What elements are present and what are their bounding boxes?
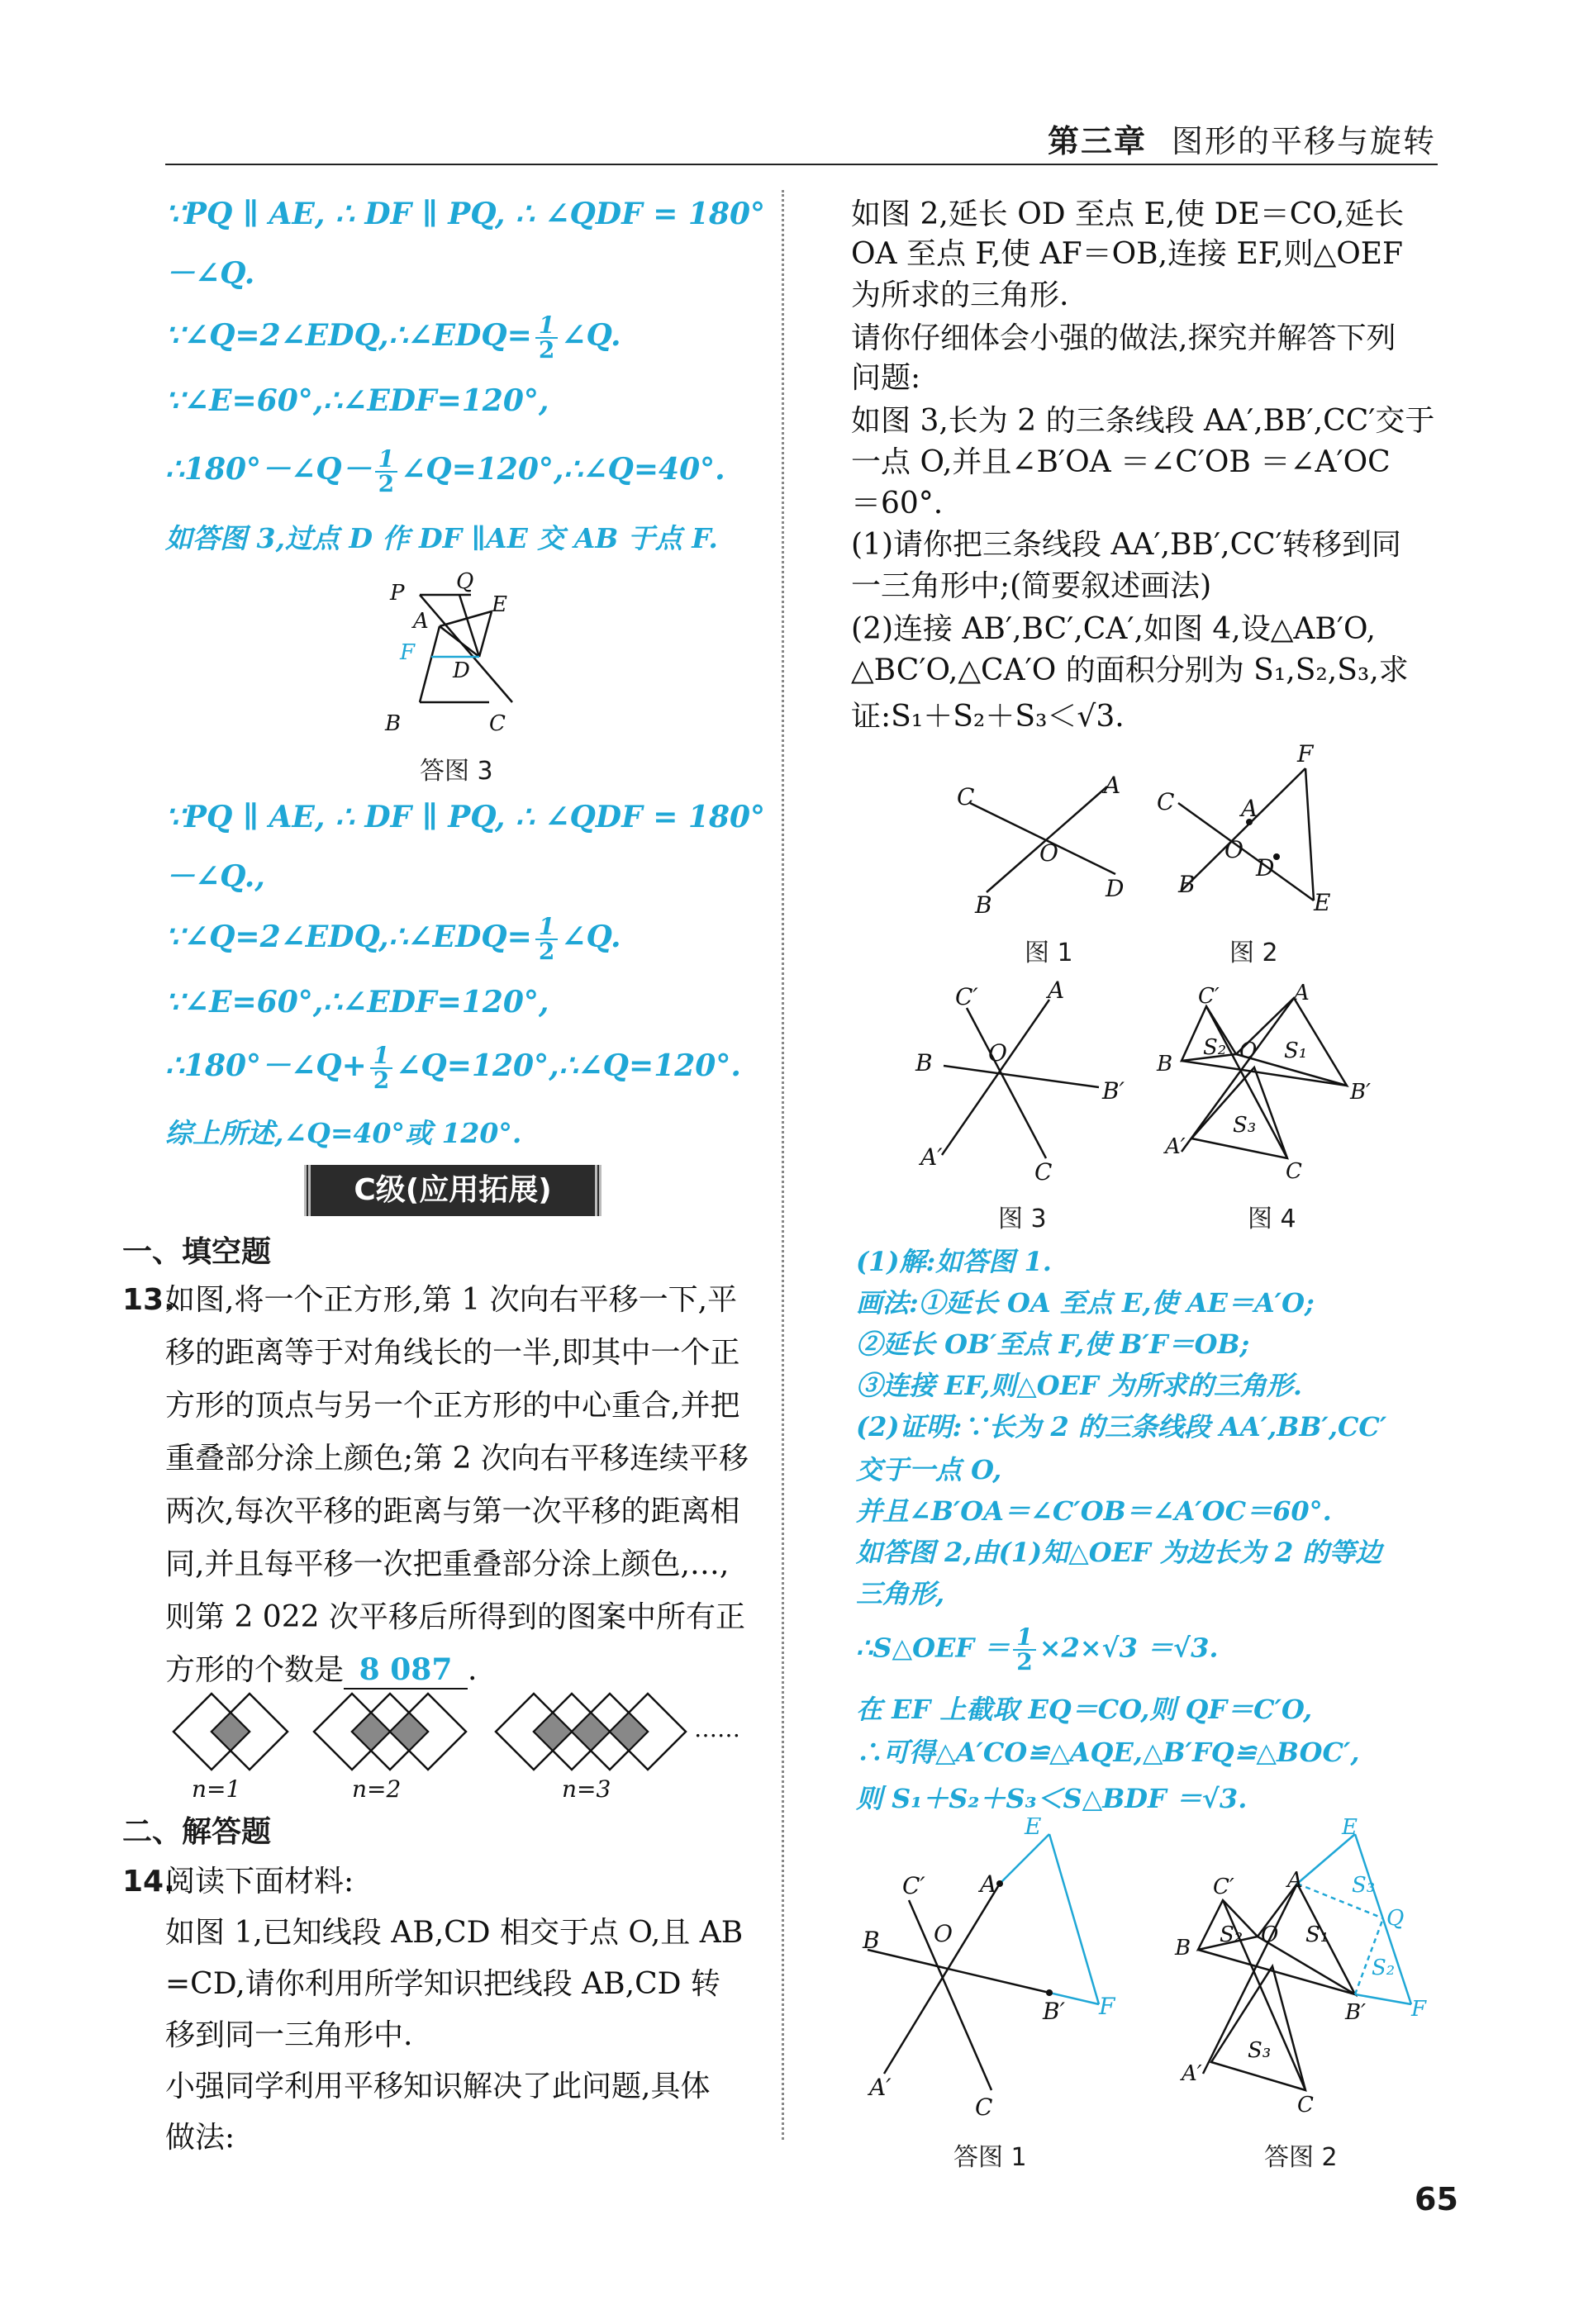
solution-line: 在 EF 上截取 EQ＝CO,则 QF＝C′O, bbox=[856, 1694, 1313, 1725]
label-B: B bbox=[1178, 871, 1196, 898]
question-line: 问题: bbox=[851, 361, 921, 395]
label-S1: S₁ bbox=[1284, 1038, 1308, 1063]
solution-text: ×2×√3 ＝√3. bbox=[1039, 1632, 1219, 1664]
question-line: 一三角形中;(简要叙述画法) bbox=[851, 569, 1212, 603]
question-line: (1)请你把三条线段 AA′,BB′,CC′转移到同 bbox=[851, 528, 1401, 562]
label-A-prime: A′ bbox=[869, 2074, 892, 2101]
solution-line bbox=[856, 1623, 1219, 1675]
label-E: E bbox=[492, 592, 507, 617]
ans-text: ∠Q. bbox=[561, 920, 621, 954]
solution-line: ∴可得△A′CO≌△AQE,△B′FQ≌△BOC′, bbox=[856, 1737, 1360, 1768]
label-C: C bbox=[1157, 788, 1175, 815]
ans-line: ∵∠E=60°,∴∠EDF=120°, bbox=[165, 383, 549, 418]
ans-line bbox=[165, 915, 621, 963]
answer-figure-1 bbox=[851, 1818, 1132, 2132]
ans-line: ∵∠E=60°,∴∠EDF=120°, bbox=[165, 985, 549, 1019]
label-A: A bbox=[980, 1870, 997, 1898]
label-B: B bbox=[975, 891, 992, 919]
question-line: 如图 2,延长 OD 至点 E,使 DE＝CO,延长 bbox=[851, 197, 1405, 231]
ans-line bbox=[165, 311, 621, 364]
figure-caption: 图 1 bbox=[1025, 939, 1073, 967]
label-S3: S₃ bbox=[1233, 1113, 1257, 1138]
question-line: △BC′O,△CA′O 的面积分别为 S₁,S₂,S₃,求 bbox=[851, 653, 1409, 687]
solution-line: (1)解:如答图 1. bbox=[856, 1246, 1052, 1277]
chapter-header bbox=[1048, 116, 1436, 161]
question-line: 如图 3,长为 2 的三条线段 AA′,BB′,CC′交于 bbox=[851, 404, 1435, 438]
label-O: O bbox=[934, 1920, 953, 1947]
figure-1 bbox=[950, 768, 1140, 925]
label-E: E bbox=[1342, 1818, 1358, 1840]
figure-caption: 图 3 bbox=[998, 1205, 1047, 1233]
question-line: 移的距离等于对角线长的一半,即其中一个正 bbox=[165, 1336, 740, 1370]
label-C-prime: C′ bbox=[1213, 1875, 1234, 1899]
ans-text: ∠Q. bbox=[561, 318, 621, 353]
question-line: 证:S₁＋S₂＋S₃＜√3. bbox=[851, 700, 1125, 734]
label-D: D bbox=[1256, 854, 1275, 882]
solution-text: ∴S△OEF ＝ bbox=[856, 1632, 1010, 1664]
label-E: E bbox=[1025, 1818, 1042, 1840]
label-C: C bbox=[1034, 1158, 1053, 1186]
label-S2: S₂ bbox=[1203, 1035, 1227, 1060]
question-line: 两次,每次平移的距离与第一次平移的距离相 bbox=[165, 1495, 740, 1528]
answer-figure-2 bbox=[1165, 1818, 1446, 2132]
ans-text: ∵∠Q=2∠EDQ,∴∠EDQ= bbox=[165, 318, 532, 353]
label-A: A bbox=[413, 609, 429, 634]
figure-caption: 答图 2 bbox=[1264, 2143, 1338, 2172]
label-P: P bbox=[390, 581, 405, 606]
label-S1: S₁ bbox=[1305, 1922, 1329, 1947]
question-line: 同,并且每平移一次把重叠部分涂上颜色,…, bbox=[165, 1547, 730, 1581]
label-O: O bbox=[1224, 836, 1243, 863]
label-B: B bbox=[385, 711, 402, 735]
label-B-prime: B′ bbox=[1345, 2000, 1367, 2025]
question-line: 做法: bbox=[165, 2121, 235, 2155]
label-A-prime: A′ bbox=[1182, 2061, 1202, 2086]
ans-text: ∠Q=120°,∴∠Q=40°. bbox=[401, 452, 725, 487]
solution-line: (2)证明:∵长为 2 的三条线段 AA′,BB′,CC′ bbox=[856, 1411, 1387, 1442]
label-C: C bbox=[1297, 2093, 1314, 2117]
solution-line: 三角形, bbox=[856, 1578, 945, 1609]
label-A: A bbox=[1294, 981, 1310, 1005]
fraction bbox=[370, 1044, 392, 1092]
ans-line bbox=[165, 1044, 741, 1092]
question-number: 14. bbox=[122, 1865, 175, 1899]
fraction bbox=[1013, 1623, 1035, 1675]
label-C: C bbox=[957, 783, 975, 810]
fraction-num: 1 bbox=[1013, 1626, 1035, 1651]
question-line: 移到同一三角形中. bbox=[165, 2018, 413, 2052]
solution-line: 并且∠B′OA＝∠C′OB＝∠A′OC＝60°. bbox=[856, 1495, 1332, 1527]
solution-line: 如答图 2,由(1)知△OEF 为边长为 2 的等边 bbox=[856, 1537, 1382, 1568]
label-F: F bbox=[1411, 1997, 1427, 2022]
label-B-prime: B′ bbox=[1043, 1998, 1065, 2025]
label-S3: S₃ bbox=[1352, 1873, 1376, 1898]
label-C-prime: C′ bbox=[955, 983, 978, 1010]
ans-text: ∠Q=120°,∴∠Q=120°. bbox=[396, 1048, 741, 1083]
question-line: 为所求的三角形. bbox=[851, 278, 1069, 312]
figure-caption: 答图 1 bbox=[953, 2143, 1027, 2172]
label-S2: S₂ bbox=[1220, 1922, 1243, 1947]
fraction-den: 2 bbox=[1016, 1648, 1033, 1675]
label-B: B bbox=[863, 1927, 880, 1954]
label-D: D bbox=[1106, 875, 1125, 902]
solution-line: ②延长 OB′至点 F,使 B′F＝OB; bbox=[856, 1328, 1250, 1360]
section-heading: 一、填空题 bbox=[122, 1235, 272, 1269]
pattern-label: n=3 bbox=[562, 1775, 611, 1801]
pattern-label: n=1 bbox=[192, 1775, 241, 1801]
fraction bbox=[375, 445, 397, 497]
header-rule bbox=[165, 164, 1438, 165]
ans-text: ∴180°－∠Q－ bbox=[165, 452, 372, 487]
question-line: 阅读下面材料: bbox=[165, 1865, 354, 1899]
label-F: F bbox=[1297, 740, 1314, 768]
question-number: 13. bbox=[122, 1283, 175, 1317]
question-line: ＝60°. bbox=[851, 487, 944, 520]
figure-caption: 答图 3 bbox=[420, 757, 493, 786]
question-line: 如图 1,已知线段 AB,CD 相交于点 O,且 AB bbox=[165, 1916, 744, 1950]
chapter-title: 图形的平移与旋转 bbox=[1171, 123, 1436, 159]
solution-line: ③连接 EF,则△OEF 为所求的三角形. bbox=[856, 1370, 1303, 1401]
label-C-prime: C′ bbox=[902, 1872, 925, 1899]
fraction-num: 1 bbox=[535, 314, 558, 339]
figure-caption: 图 2 bbox=[1229, 939, 1278, 967]
label-O: O bbox=[1239, 1038, 1258, 1063]
fraction-den: 2 bbox=[378, 470, 395, 497]
question-text: 方形的个数是 bbox=[165, 1653, 345, 1687]
question-line: 重叠部分涂上颜色;第 2 次向右平移连续平移 bbox=[165, 1442, 749, 1476]
fraction-num: 1 bbox=[370, 1044, 392, 1069]
label-E: E bbox=[1314, 889, 1331, 916]
question-end: . bbox=[468, 1653, 478, 1687]
solution-line: 则 S₁＋S₂＋S₃＜S△BDF ＝√3. bbox=[856, 1783, 1248, 1814]
fraction-den: 2 bbox=[538, 336, 555, 364]
label-B: B bbox=[1175, 1936, 1191, 1960]
label-C: C bbox=[489, 711, 506, 735]
answer-blank: 8 087 bbox=[344, 1652, 468, 1690]
question-line: 一点 O,并且∠B′OA ＝∠C′OB ＝∠A′OC bbox=[851, 445, 1391, 479]
figure-4 bbox=[1148, 975, 1396, 1190]
ans-line: 综上所述,∠Q=40°或 120°. bbox=[165, 1117, 522, 1149]
label-A-prime: A′ bbox=[1165, 1134, 1186, 1159]
question-line: =CD,请你利用所学知识把线段 AB,CD 转 bbox=[165, 1967, 720, 2001]
question-line: 则第 2 022 次平移后所得到的图案中所有正 bbox=[165, 1600, 745, 1634]
question-line: 小强同学利用平移知识解决了此问题,具体 bbox=[165, 2070, 711, 2103]
label-B-prime: B′ bbox=[1350, 1080, 1372, 1105]
label-O: O bbox=[988, 1039, 1007, 1067]
ans-line: －∠Q., bbox=[165, 859, 265, 894]
question-line: OA 至点 F,使 AF＝OB,连接 EF,则△OEF bbox=[851, 237, 1404, 271]
solution-line: 画法:①延长 OA 至点 E,使 AE＝A′O; bbox=[856, 1287, 1315, 1319]
label-C: C bbox=[1286, 1159, 1302, 1184]
label-D: D bbox=[453, 658, 470, 683]
chapter-number: 第三章 bbox=[1047, 123, 1147, 159]
fraction-num: 1 bbox=[375, 448, 397, 473]
figure-2 bbox=[1157, 735, 1355, 925]
fraction-den: 2 bbox=[373, 1067, 390, 1094]
label-O: O bbox=[1039, 839, 1058, 867]
ans-line: 如答图 3,过点 D 作 DF ∥AE 交 AB 于点 F. bbox=[165, 522, 718, 554]
figure-3 bbox=[909, 975, 1140, 1190]
label-A: A bbox=[1048, 977, 1065, 1004]
section-heading: 二、解答题 bbox=[122, 1815, 272, 1849]
ans-line: ∵PQ ∥ AE, ∴ DF ∥ PQ, ∴ ∠QDF = 180° bbox=[165, 197, 766, 231]
ans-line bbox=[165, 445, 725, 497]
label-S2-blue: S₂ bbox=[1372, 1956, 1396, 1980]
label-S3-black: S₃ bbox=[1248, 2038, 1272, 2063]
fraction bbox=[535, 311, 558, 364]
label-A: A bbox=[1287, 1868, 1303, 1893]
ans-line: －∠Q. bbox=[165, 256, 255, 291]
fraction-num: 1 bbox=[535, 915, 558, 940]
figure-caption: 图 4 bbox=[1248, 1205, 1296, 1233]
fraction bbox=[535, 915, 558, 963]
question-line: 请你仔细体会小强的做法,探究并解答下列 bbox=[851, 321, 1396, 355]
pattern-label: n=2 bbox=[352, 1775, 402, 1801]
label-F: F bbox=[1099, 1993, 1115, 2020]
pattern-ellipsis: …… bbox=[694, 1715, 740, 1742]
label-A-prime: A′ bbox=[920, 1143, 943, 1171]
question-line: 方形的顶点与另一个正方形的中心重合,并把 bbox=[165, 1389, 740, 1423]
label-Q: Q bbox=[1386, 1906, 1405, 1931]
page-number: 65 bbox=[1415, 2181, 1458, 2217]
label-A: A bbox=[1241, 795, 1258, 822]
label-C-prime: C′ bbox=[1198, 984, 1220, 1009]
square-pattern-figure bbox=[157, 1677, 752, 1801]
label-C: C bbox=[975, 2094, 993, 2121]
label-B: B bbox=[915, 1049, 933, 1076]
ans-line: ∵PQ ∥ AE, ∴ DF ∥ PQ, ∴ ∠QDF = 180° bbox=[165, 800, 766, 834]
column-divider bbox=[782, 190, 784, 2140]
label-B: B bbox=[1157, 1052, 1173, 1076]
label-Q: Q bbox=[456, 570, 474, 594]
ans-text: ∵∠Q=2∠EDQ,∴∠EDQ= bbox=[165, 920, 532, 954]
ans-text: ∴180°－∠Q+ bbox=[165, 1048, 367, 1083]
label-A: A bbox=[1104, 772, 1121, 799]
label-F: F bbox=[400, 640, 416, 665]
fraction-den: 2 bbox=[538, 938, 555, 965]
level-banner: C级(应用拓展) bbox=[304, 1165, 602, 1216]
solution-line: 交于一点 O, bbox=[856, 1454, 1002, 1485]
label-B-prime: B′ bbox=[1102, 1077, 1125, 1105]
answer-figure-3 bbox=[380, 570, 545, 735]
label-O: O bbox=[1261, 1922, 1279, 1947]
question-line: (2)连接 AB′,BC′,CA′,如图 4,设△AB′O, bbox=[851, 612, 1376, 646]
question-line: 如图,将一个正方形,第 1 次向右平移一下,平 bbox=[165, 1283, 738, 1317]
